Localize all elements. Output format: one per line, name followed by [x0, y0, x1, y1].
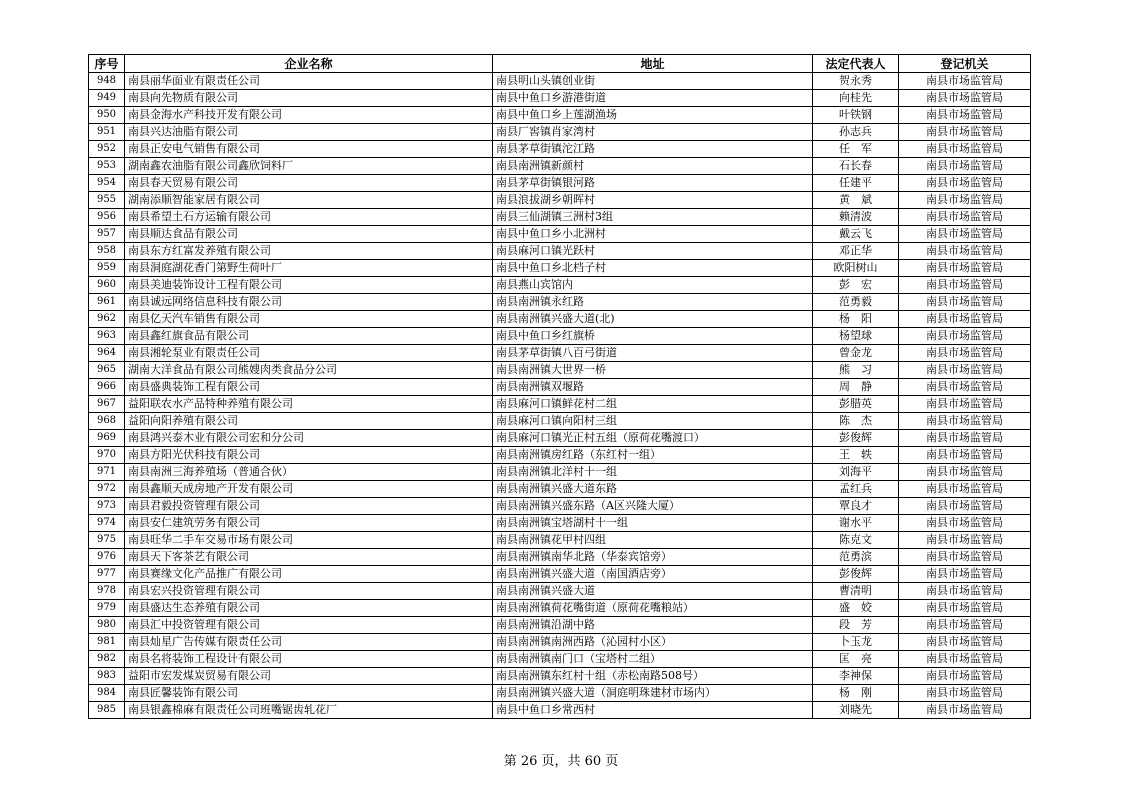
table-row: [89, 90, 1031, 107]
table-row: [89, 124, 1031, 141]
legal-representative-cell: 盛 姣: [813, 600, 899, 617]
registration-authority-cell: 南县市场监管局: [899, 685, 1031, 702]
registration-authority-cell: 南县市场监管局: [899, 600, 1031, 617]
row-number-cell: 965: [89, 362, 125, 379]
row-number-cell: 951: [89, 124, 125, 141]
table-row: [89, 532, 1031, 549]
registration-authority-cell: 南县市场监管局: [899, 277, 1031, 294]
registration-authority-cell: 南县市场监管局: [899, 362, 1031, 379]
table-row: [89, 447, 1031, 464]
table-row: [89, 685, 1031, 702]
row-number-cell: 962: [89, 311, 125, 328]
table-row: [89, 498, 1031, 515]
address-cell: 南县南洲镇南洲西路（沁园村小区）: [493, 634, 813, 651]
address-cell: 南县中鱼口乡上莲湖渔场: [493, 107, 813, 124]
address-cell: 南县南洲镇南门口（宝塔村二组）: [493, 651, 813, 668]
header-authority: 登记机关: [899, 55, 1031, 73]
legal-representative-cell: 杨望球: [813, 328, 899, 345]
legal-representative-cell: 戴云飞: [813, 226, 899, 243]
legal-representative-cell: 彭俊辉: [813, 566, 899, 583]
registration-authority-cell: 南县市场监管局: [899, 158, 1031, 175]
table-row: [89, 566, 1031, 583]
row-number-cell: 969: [89, 430, 125, 447]
legal-representative-cell: 范勇滨: [813, 549, 899, 566]
address-cell: 南县浪拔湖乡朝晖村: [493, 192, 813, 209]
company-name-cell: 南县东方红富发养殖有限公司: [125, 243, 493, 260]
company-name-cell: 南县名将装饰工程设计有限公司: [125, 651, 493, 668]
company-name-cell: 益阳向阳养殖有限公司: [125, 413, 493, 430]
address-cell: 南县南洲镇永红路: [493, 294, 813, 311]
legal-representative-cell: 任 军: [813, 141, 899, 158]
address-cell: 南县中鱼口乡常西村: [493, 702, 813, 719]
legal-representative-cell: 刘晓先: [813, 702, 899, 719]
company-name-cell: 南县顺达食品有限公司: [125, 226, 493, 243]
company-name-cell: 南县银鑫棉麻有限责任公司班嘴锯齿轧花厂: [125, 702, 493, 719]
row-number-cell: 953: [89, 158, 125, 175]
table-row: [89, 464, 1031, 481]
legal-representative-cell: 熊 习: [813, 362, 899, 379]
company-name-cell: 南县灿星广告传媒有限责任公司: [125, 634, 493, 651]
legal-representative-cell: 孙志兵: [813, 124, 899, 141]
address-cell: 南县麻河口镇光跃村: [493, 243, 813, 260]
row-number-cell: 982: [89, 651, 125, 668]
address-cell: 南县南洲镇兴盛东路（A区兴隆大厦）: [493, 498, 813, 515]
row-number-cell: 955: [89, 192, 125, 209]
row-number-cell: 977: [89, 566, 125, 583]
row-number-cell: 954: [89, 175, 125, 192]
row-number-cell: 974: [89, 515, 125, 532]
registration-authority-cell: 南县市场监管局: [899, 617, 1031, 634]
registration-authority-cell: 南县市场监管局: [899, 464, 1031, 481]
registration-authority-cell: 南县市场监管局: [899, 481, 1031, 498]
registration-authority-cell: 南县市场监管局: [899, 447, 1031, 464]
table-row: [89, 226, 1031, 243]
table-row: [89, 379, 1031, 396]
legal-representative-cell: 王 轶: [813, 447, 899, 464]
address-cell: 南县燕山宾馆内: [493, 277, 813, 294]
row-number-cell: 975: [89, 532, 125, 549]
table-row: [89, 311, 1031, 328]
row-number-cell: 963: [89, 328, 125, 345]
row-number-cell: 970: [89, 447, 125, 464]
legal-representative-cell: 彭腊英: [813, 396, 899, 413]
row-number-cell: 968: [89, 413, 125, 430]
table-row: [89, 345, 1031, 362]
company-name-cell: 南县鸿兴泰木业有限公司宏和分公司: [125, 430, 493, 447]
table-row: [89, 260, 1031, 277]
table-row: [89, 158, 1031, 175]
registration-authority-cell: 南县市场监管局: [899, 226, 1031, 243]
legal-representative-cell: 谢水平: [813, 515, 899, 532]
table-row: [89, 651, 1031, 668]
table-row: [89, 481, 1031, 498]
address-cell: 南县茅草街镇沱江路: [493, 141, 813, 158]
legal-representative-cell: 彭 宏: [813, 277, 899, 294]
table-row: [89, 141, 1031, 158]
address-cell: 南县南洲镇双堰路: [493, 379, 813, 396]
address-cell: 南县南洲镇沿湖中路: [493, 617, 813, 634]
registration-authority-cell: 南县市场监管局: [899, 532, 1031, 549]
registration-authority-cell: 南县市场监管局: [899, 260, 1031, 277]
table-row: [89, 430, 1031, 447]
address-cell: 南县茅草街镇八百弓街道: [493, 345, 813, 362]
row-number-cell: 973: [89, 498, 125, 515]
legal-representative-cell: 匡 亮: [813, 651, 899, 668]
address-cell: 南县中鱼口乡北档子村: [493, 260, 813, 277]
company-name-cell: 南县金海水产科技开发有限公司: [125, 107, 493, 124]
registration-authority-cell: 南县市场监管局: [899, 209, 1031, 226]
registration-authority-cell: 南县市场监管局: [899, 345, 1031, 362]
registration-authority-cell: 南县市场监管局: [899, 702, 1031, 719]
legal-representative-cell: 覃良才: [813, 498, 899, 515]
legal-representative-cell: 范勇毅: [813, 294, 899, 311]
table-row: [89, 515, 1031, 532]
legal-representative-cell: 李神保: [813, 668, 899, 685]
table-body: [89, 73, 1031, 719]
company-name-cell: 南县亿天汽车销售有限公司: [125, 311, 493, 328]
company-name-cell: 南县诚远网络信息科技有限公司: [125, 294, 493, 311]
registration-authority-cell: 南县市场监管局: [899, 396, 1031, 413]
company-name-cell: 南县丽华面业有限责任公司: [125, 73, 493, 90]
header-no: 序号: [89, 55, 125, 73]
address-cell: 南县南洲镇花甲村四组: [493, 532, 813, 549]
table-row: [89, 243, 1031, 260]
address-cell: 南县中鱼口乡红旗桥: [493, 328, 813, 345]
company-name-cell: 益阳市宏发煤炭贸易有限公司: [125, 668, 493, 685]
table-row: [89, 668, 1031, 685]
address-cell: 南县麻河口镇光正村五组（原荷花嘴渡口）: [493, 430, 813, 447]
table-row: [89, 702, 1031, 719]
registration-authority-cell: 南县市场监管局: [899, 73, 1031, 90]
table-row: [89, 73, 1031, 90]
company-name-cell: 益阳联农水产品特种养殖有限公司: [125, 396, 493, 413]
row-number-cell: 983: [89, 668, 125, 685]
registration-authority-cell: 南县市场监管局: [899, 668, 1031, 685]
address-cell: 南县南洲镇房红路（东红村一组）: [493, 447, 813, 464]
address-cell: 南县南洲镇兴盛大道: [493, 583, 813, 600]
registration-authority-cell: 南县市场监管局: [899, 107, 1031, 124]
registration-authority-cell: 南县市场监管局: [899, 634, 1031, 651]
company-name-cell: 湖南鑫农油脂有限公司鑫欣饲料厂: [125, 158, 493, 175]
registration-authority-cell: 南县市场监管局: [899, 141, 1031, 158]
address-cell: 南县厂窖镇肖家湾村: [493, 124, 813, 141]
registration-authority-cell: 南县市场监管局: [899, 515, 1031, 532]
table-row: [89, 549, 1031, 566]
address-cell: 南县南洲镇新颜村: [493, 158, 813, 175]
company-name-cell: 南县宏兴投资管理有限公司: [125, 583, 493, 600]
header-company-name: 企业名称: [125, 55, 493, 73]
company-name-cell: 湖南大洋食品有限公司熊嫂肉类食品分公司: [125, 362, 493, 379]
company-name-cell: 南县汇中投资管理有限公司: [125, 617, 493, 634]
row-number-cell: 972: [89, 481, 125, 498]
company-name-cell: 南县正安电气销售有限公司: [125, 141, 493, 158]
company-name-cell: 南县兴达油脂有限公司: [125, 124, 493, 141]
registration-authority-cell: 南县市场监管局: [899, 294, 1031, 311]
registration-authority-cell: 南县市场监管局: [899, 549, 1031, 566]
page-number: 第 26 页，共 60 页: [503, 754, 619, 769]
legal-representative-cell: 孟红兵: [813, 481, 899, 498]
header-address: 地址: [493, 55, 813, 73]
table-row: [89, 294, 1031, 311]
registration-authority-cell: 南县市场监管局: [899, 124, 1031, 141]
table-row: [89, 328, 1031, 345]
company-name-cell: 南县鑫顺天成房地产开发有限公司: [125, 481, 493, 498]
table-row: [89, 600, 1031, 617]
legal-representative-cell: 任建平: [813, 175, 899, 192]
legal-representative-cell: 石长春: [813, 158, 899, 175]
company-name-cell: 湖南添顺智能家居有限公司: [125, 192, 493, 209]
row-number-cell: 979: [89, 600, 125, 617]
table-row: [89, 277, 1031, 294]
row-number-cell: 976: [89, 549, 125, 566]
company-name-cell: 南县君毅投资管理有限公司: [125, 498, 493, 515]
table-row: [89, 175, 1031, 192]
legal-representative-cell: 段 芳: [813, 617, 899, 634]
address-cell: 南县中鱼口乡小北洲村: [493, 226, 813, 243]
company-name-cell: 南县盛典装饰工程有限公司: [125, 379, 493, 396]
row-number-cell: 980: [89, 617, 125, 634]
legal-representative-cell: 黄 斌: [813, 192, 899, 209]
company-name-cell: 南县赛缘文化产品推广有限公司: [125, 566, 493, 583]
company-name-cell: 南县美迪装饰设计工程有限公司: [125, 277, 493, 294]
registration-authority-cell: 南县市场监管局: [899, 651, 1031, 668]
row-number-cell: 956: [89, 209, 125, 226]
address-cell: 南县南洲镇大世界一桥: [493, 362, 813, 379]
row-number-cell: 957: [89, 226, 125, 243]
row-number-cell: 958: [89, 243, 125, 260]
company-name-cell: 南县匠馨装饰有限公司: [125, 685, 493, 702]
company-name-cell: 南县春天贸易有限公司: [125, 175, 493, 192]
row-number-cell: 964: [89, 345, 125, 362]
table-row: [89, 362, 1031, 379]
row-number-cell: 966: [89, 379, 125, 396]
row-number-cell: 949: [89, 90, 125, 107]
address-cell: 南县南洲镇北洋村十一组: [493, 464, 813, 481]
row-number-cell: 960: [89, 277, 125, 294]
legal-representative-cell: 彭俊辉: [813, 430, 899, 447]
address-cell: 南县南洲镇东红村十组（赤松南路508号）: [493, 668, 813, 685]
table-row: [89, 192, 1031, 209]
table-row: [89, 413, 1031, 430]
company-name-cell: 南县安仁建筑劳务有限公司: [125, 515, 493, 532]
legal-representative-cell: 叶铁钢: [813, 107, 899, 124]
row-number-cell: 959: [89, 260, 125, 277]
row-number-cell: 967: [89, 396, 125, 413]
row-number-cell: 950: [89, 107, 125, 124]
legal-representative-cell: 杨 阳: [813, 311, 899, 328]
legal-representative-cell: 周 静: [813, 379, 899, 396]
legal-representative-cell: 赖清波: [813, 209, 899, 226]
address-cell: 南县南洲镇兴盛大道（南国酒店旁）: [493, 566, 813, 583]
registration-authority-cell: 南县市场监管局: [899, 583, 1031, 600]
address-cell: 南县三仙湖镇三洲村3组: [493, 209, 813, 226]
company-name-cell: 南县南洲三海养殖场（普通合伙）: [125, 464, 493, 481]
legal-representative-cell: 卜玉龙: [813, 634, 899, 651]
legal-representative-cell: 欧阳树山: [813, 260, 899, 277]
registry-table: [88, 54, 1031, 719]
company-name-cell: 南县洞庭湖花香门第野生荷叶厂: [125, 260, 493, 277]
table-row: [89, 583, 1031, 600]
legal-representative-cell: 邓正华: [813, 243, 899, 260]
registration-authority-cell: 南县市场监管局: [899, 566, 1031, 583]
address-cell: 南县麻河口镇向阳村三组: [493, 413, 813, 430]
row-number-cell: 961: [89, 294, 125, 311]
company-name-cell: 南县湘轮泵业有限责任公司: [125, 345, 493, 362]
address-cell: 南县麻河口镇鲜花村二组: [493, 396, 813, 413]
legal-representative-cell: 杨 刚: [813, 685, 899, 702]
legal-representative-cell: 曾金龙: [813, 345, 899, 362]
row-number-cell: 948: [89, 73, 125, 90]
address-cell: 南县茅草街镇银河路: [493, 175, 813, 192]
row-number-cell: 981: [89, 634, 125, 651]
address-cell: 南县南洲镇兴盛大道(北): [493, 311, 813, 328]
registration-authority-cell: 南县市场监管局: [899, 90, 1031, 107]
registration-authority-cell: 南县市场监管局: [899, 498, 1031, 515]
company-name-cell: 南县向先物质有限公司: [125, 90, 493, 107]
address-cell: 南县南洲镇兴盛大道东路: [493, 481, 813, 498]
row-number-cell: 978: [89, 583, 125, 600]
registration-authority-cell: 南县市场监管局: [899, 379, 1031, 396]
table-row: [89, 209, 1031, 226]
address-cell: 南县南洲镇荷花嘴街道（原荷花嘴粮站）: [493, 600, 813, 617]
registration-authority-cell: 南县市场监管局: [899, 430, 1031, 447]
row-number-cell: 952: [89, 141, 125, 158]
registration-authority-cell: 南县市场监管局: [899, 192, 1031, 209]
company-name-cell: 南县鑫红旗食品有限公司: [125, 328, 493, 345]
table-row: [89, 396, 1031, 413]
legal-representative-cell: 陈克文: [813, 532, 899, 549]
company-name-cell: 南县希望土石方运输有限公司: [125, 209, 493, 226]
row-number-cell: 985: [89, 702, 125, 719]
address-cell: 南县南洲镇南华北路（华泰宾馆旁）: [493, 549, 813, 566]
registration-authority-cell: 南县市场监管局: [899, 243, 1031, 260]
company-name-cell: 南县盛达生态养殖有限公司: [125, 600, 493, 617]
address-cell: 南县明山头镇创业街: [493, 73, 813, 90]
registration-authority-cell: 南县市场监管局: [899, 413, 1031, 430]
table-row: [89, 634, 1031, 651]
legal-representative-cell: 曹清明: [813, 583, 899, 600]
table-row: [89, 107, 1031, 124]
legal-representative-cell: 向桂先: [813, 90, 899, 107]
address-cell: 南县中鱼口乡游港街道: [493, 90, 813, 107]
registration-authority-cell: 南县市场监管局: [899, 175, 1031, 192]
row-number-cell: 971: [89, 464, 125, 481]
legal-representative-cell: 陈 杰: [813, 413, 899, 430]
company-name-cell: 南县方阳光伏科技有限公司: [125, 447, 493, 464]
registration-authority-cell: 南县市场监管局: [899, 328, 1031, 345]
company-name-cell: 南县旺华二手车交易市场有限公司: [125, 532, 493, 549]
table-header-row: [89, 55, 1031, 73]
company-name-cell: 南县天下客茶艺有限公司: [125, 549, 493, 566]
legal-representative-cell: 刘海平: [813, 464, 899, 481]
header-legal-rep: 法定代表人: [813, 55, 899, 73]
registration-authority-cell: 南县市场监管局: [899, 311, 1031, 328]
legal-representative-cell: 贺永秀: [813, 73, 899, 90]
address-cell: 南县南洲镇宝塔湖村十一组: [493, 515, 813, 532]
address-cell: 南县南洲镇兴盛大道（洞庭明珠建材市场内）: [493, 685, 813, 702]
table-row: [89, 617, 1031, 634]
row-number-cell: 984: [89, 685, 125, 702]
